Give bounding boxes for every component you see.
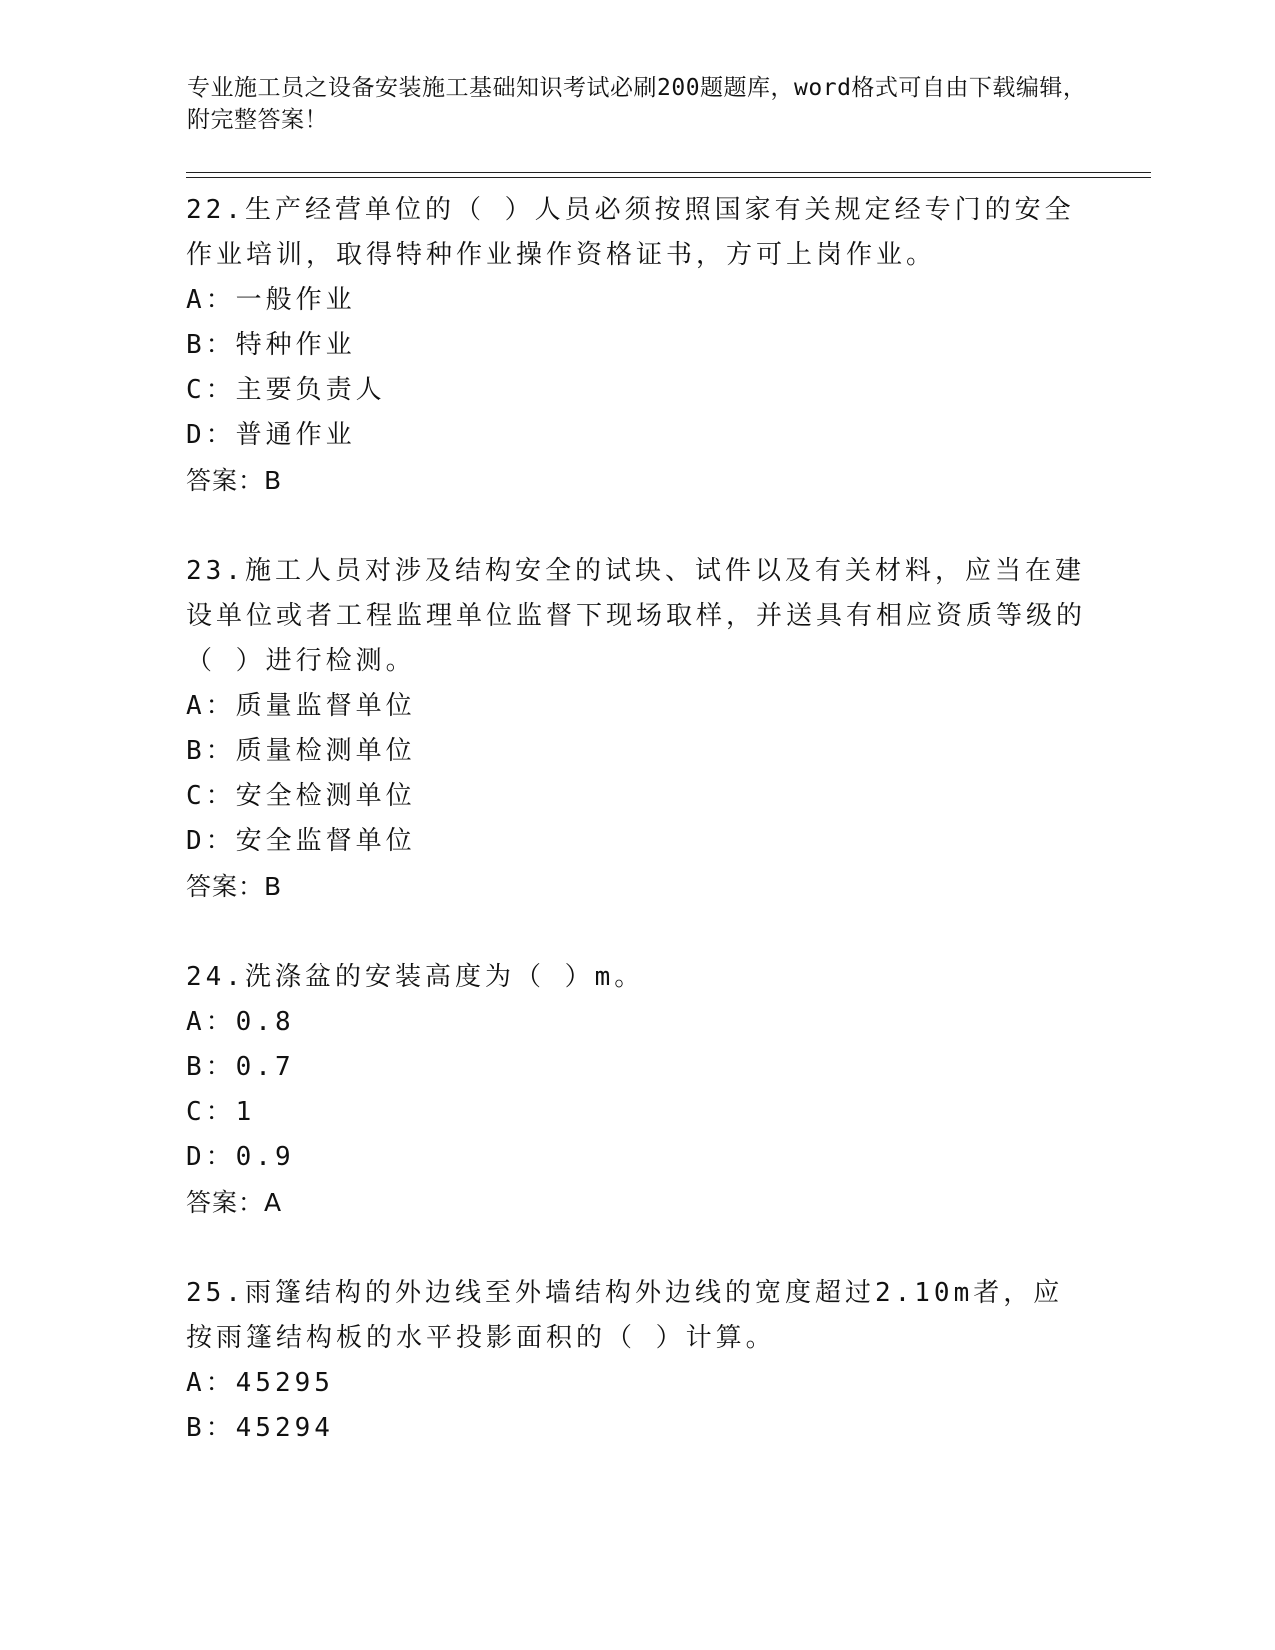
question-24: [186, 955, 1086, 1225]
question-23: [186, 549, 1086, 909]
question-stem: 25.雨篷结构的外边线至外墙结构外边线的宽度超过2.10m者，应按雨篷结构板的水平投影面积的（ ）计算。: [186, 1278, 1064, 1353]
option-c: C：1: [186, 1097, 256, 1127]
option-b: B：45294: [186, 1413, 334, 1443]
option-d: D：安全监督单位: [186, 826, 416, 856]
option-b: B：质量检测单位: [186, 736, 416, 766]
option-a: A：一般作业: [186, 285, 356, 315]
document-header: 专业施工员之设备安装施工基础知识考试必刷200题题库，word格式可自由下载编辑，附完整答案！: [187, 75, 1087, 133]
answer: 答案：B: [186, 872, 283, 901]
question-22: [186, 188, 1086, 503]
answer: 答案：A: [186, 1188, 283, 1217]
question-25: [186, 1271, 1086, 1451]
option-d: D：普通作业: [186, 420, 356, 450]
option-c: C：主要负责人: [186, 375, 386, 405]
question-stem: 24.洗涤盆的安装高度为（ ）m。: [186, 962, 645, 992]
answer: 答案：B: [186, 466, 283, 495]
option-a: A：0.8: [186, 1007, 295, 1037]
option-c: C：安全检测单位: [186, 781, 416, 811]
option-d: D：0.9: [186, 1142, 295, 1172]
option-b: B：0.7: [186, 1052, 295, 1082]
option-b: B：特种作业: [186, 330, 356, 360]
header-rule-bottom: [186, 177, 1151, 178]
header-rule-top: [186, 172, 1151, 173]
question-list: [186, 188, 1086, 1451]
option-a: A：45295: [186, 1368, 334, 1398]
question-stem: 23.施工人员对涉及结构安全的试块、试件以及有关材料，应当在建设单位或者工程监理单位监督下现场取样，并送具有相应资质等级的（ ）进行检测。: [186, 556, 1087, 676]
option-a: A：质量监督单位: [186, 691, 416, 721]
question-stem: 22.生产经营单位的（ ）人员必须按照国家有关规定经专门的安全作业培训，取得特种作业操作资格证书，方可上岗作业。: [186, 195, 1075, 270]
